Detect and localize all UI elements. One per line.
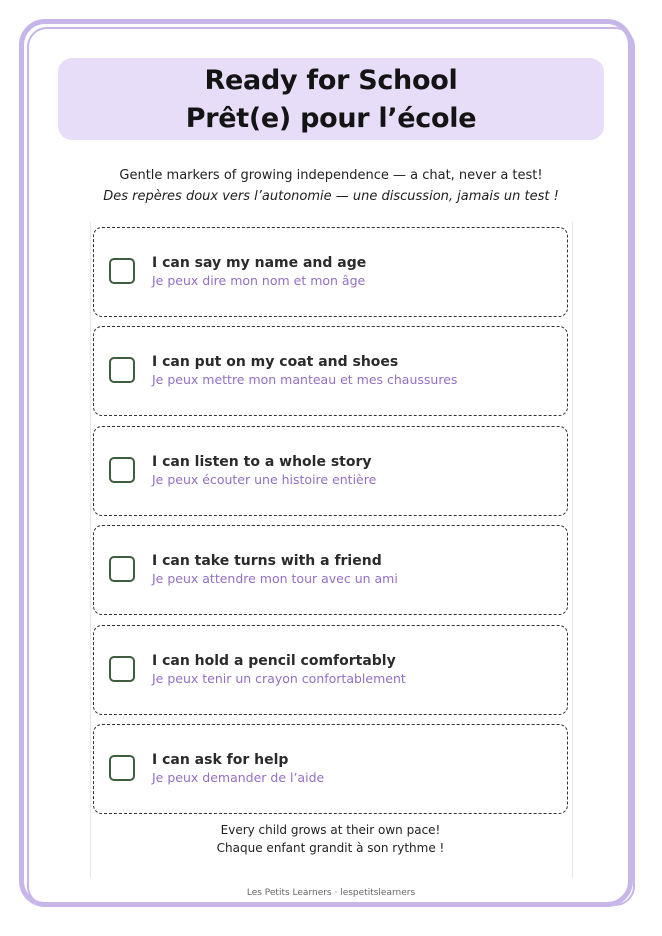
checkbox[interactable]: [109, 755, 135, 781]
title-english: Ready for School: [204, 65, 458, 96]
item-french: Je peux dire mon nom et mon âge: [152, 273, 366, 288]
item-english: I can put on my coat and shoes: [152, 354, 399, 370]
item-french: Je peux demander de l’aide: [152, 770, 325, 785]
item-english: I can hold a pencil comfortably: [152, 653, 396, 669]
footer-english: Every child grows at their own pace!: [220, 823, 441, 837]
checklist-item: [93, 426, 568, 516]
item-english: I can ask for help: [152, 752, 289, 768]
checkbox[interactable]: [109, 556, 135, 582]
checkbox[interactable]: [109, 357, 135, 383]
item-english: I can take turns with a friend: [152, 553, 382, 569]
item-english: I can say my name and age: [152, 255, 367, 271]
checklist-item: [93, 625, 568, 715]
checkbox[interactable]: [109, 258, 135, 284]
item-french: Je peux tenir un crayon confortablement: [152, 671, 406, 686]
intro-english: Gentle markers of growing independence — a chat, never a test!: [119, 168, 543, 183]
footer-french: Chaque enfant grandit à son rythme !: [216, 841, 445, 855]
title-banner: [58, 58, 604, 140]
checklist-item: [93, 724, 568, 814]
checkbox[interactable]: [109, 457, 135, 483]
item-french: Je peux écouter une histoire entière: [152, 472, 377, 487]
credit-line: Les Petits Learners · lespetitslearners: [246, 888, 416, 898]
footer-note: [90, 821, 571, 857]
checklist-item: [93, 227, 568, 317]
checklist-item: [93, 525, 568, 615]
checklist-item: [93, 326, 568, 416]
item-french: Je peux mettre mon manteau et mes chaussures: [152, 372, 458, 387]
intro-french: Des repères doux vers l’autonomie — une discussion, jamais un test !: [103, 189, 559, 204]
intro-text: [58, 165, 604, 207]
title-french: Prêt(e) pour l’école: [185, 103, 477, 134]
item-english: I can listen to a whole story: [152, 454, 372, 470]
item-french: Je peux attendre mon tour avec un ami: [152, 571, 398, 586]
checkbox[interactable]: [109, 656, 135, 682]
